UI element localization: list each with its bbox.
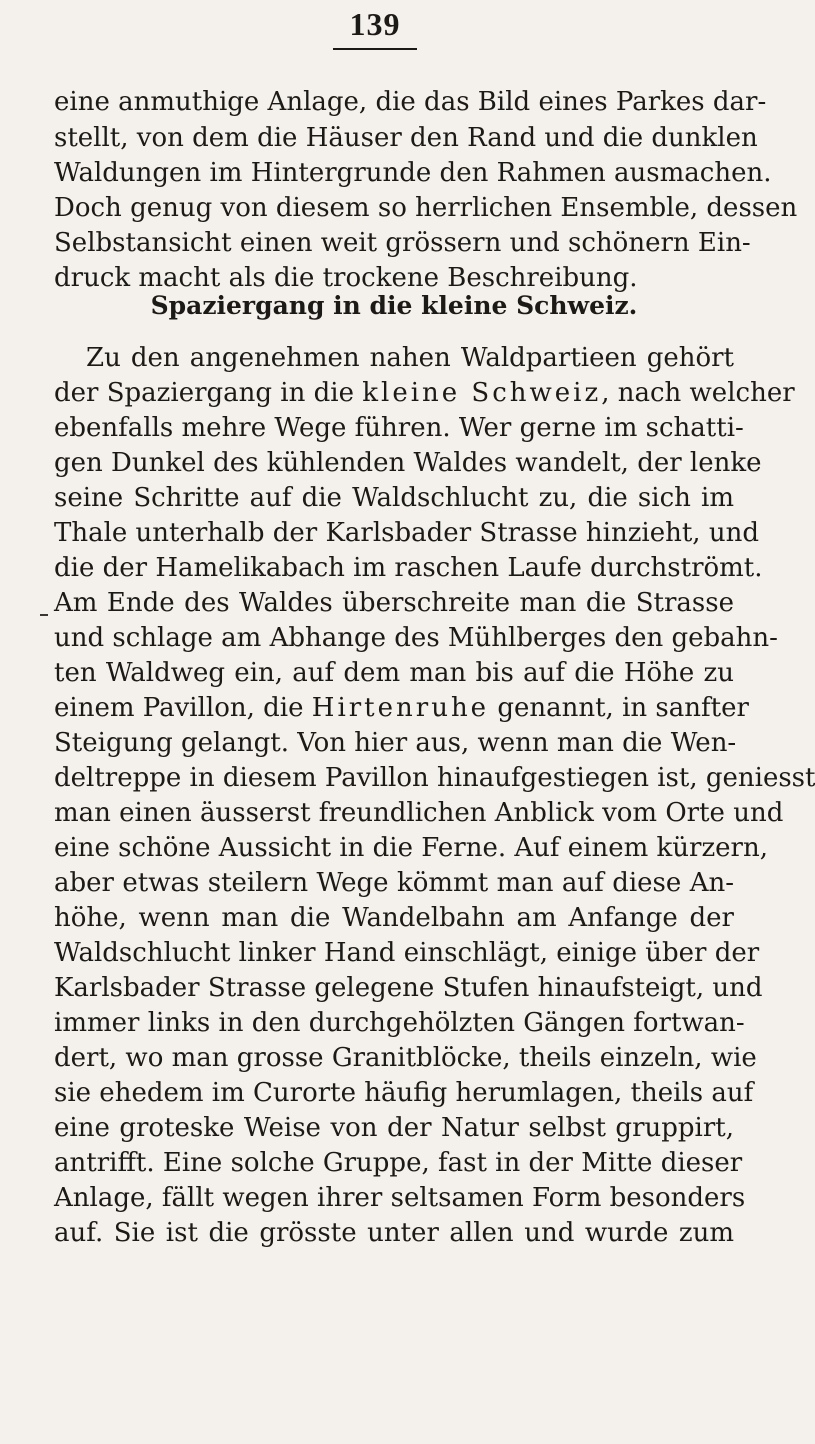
text-line: höhe, wenn man die Wandelbahn am Anfange der [54,903,734,933]
text-line: auf. Sie ist die grösste unter allen und wurde zum [54,1218,734,1248]
text-line: Thale unterhalb der Karlsbader Strasse hinzieht, und [54,518,759,548]
text-line: stellt, von dem die Häuser den Rand und die dunklen [54,123,758,153]
text-line: eine schöne Aussicht in die Ferne. Auf einem kürzern, [54,833,768,863]
text-line: immer links in den durchgehölzten Gängen fortwan- [54,1008,745,1038]
text-line: Doch genug von diesem so herrlichen Ensemble, dessen [54,193,798,223]
text-line: Steigung gelangt. Von hier aus, wenn man die Wen- [54,728,737,758]
text-line: Waldungen im Hintergrunde den Rahmen ausmachen. [54,158,772,188]
text-line: dert, wo man grosse Granitblöcke, theils einzeln, wie [54,1043,757,1073]
section-heading: Spaziergang in die kleine Schweiz. [150,291,638,320]
text-fragment: , nach welcher [601,378,795,408]
text-line: ebenfalls mehre Wege führen. Wer gerne im schatti- [54,413,744,443]
text-line: deltreppe in diesem Pavillon hinaufgestiegen ist, geniesst [54,763,815,793]
text-fragment: einem Pavillon, die [54,693,312,723]
text-line: antrifft. Eine solche Gruppe, fast in der Mitte dieser [54,1148,743,1178]
emphasized-place-name: kleine Schweiz [362,378,602,408]
text-line: sie ehedem im Curorte häufig herumlagen, theils auf [54,1078,754,1108]
text-line: druck macht als die trockene Beschreibung. [54,263,638,293]
text-line: Anlage, fällt wegen ihrer seltsamen Form besonders [54,1183,746,1213]
margin-mark [40,614,48,616]
text-line-indented: Zu den angenehmen nahen Waldpartieen gehört [86,343,734,373]
text-line: Am Ende des Waldes überschreite man die Strasse [54,588,734,618]
text-line: man einen äusserst freundlichen Anblick vom Orte und [54,798,784,828]
text-line: Waldschlucht linker Hand einschlägt, einige über der [54,938,760,968]
text-line [54,690,749,726]
text-line: aber etwas steilern Wege kömmt man auf diese An- [54,868,734,898]
emphasized-place-name: Hirtenruhe [311,693,490,723]
text-fragment: der Spaziergang in die [54,378,363,408]
text-line: eine groteske Weise von der Natur selbst gruppirt, [54,1113,734,1143]
text-line: gen Dunkel des kühlenden Waldes wandelt, der lenke [54,448,762,478]
text-line: Selbstansicht einen weit grössern und schönern Ein- [54,228,751,258]
text-line: die der Hamelikabach im raschen Laufe durchströmt. [54,553,763,583]
text-line [54,375,795,411]
text-line: eine anmuthige Anlage, die das Bild eines Parkes dar- [54,87,767,117]
page-number-underline [333,48,417,50]
text-line: und schlage am Abhange des Mühlberges den gebahn- [54,623,778,653]
text-line: ten Waldweg ein, auf dem man bis auf die Höhe zu [54,658,734,688]
text-line: seine Schritte auf die Waldschlucht zu, die sich im [54,483,734,513]
page-number: 139 [349,6,401,42]
text-line: Karlsbader Strasse gelegene Stufen hinaufsteigt, und [54,973,763,1003]
text-fragment: genannt, in sanfter [489,693,749,723]
